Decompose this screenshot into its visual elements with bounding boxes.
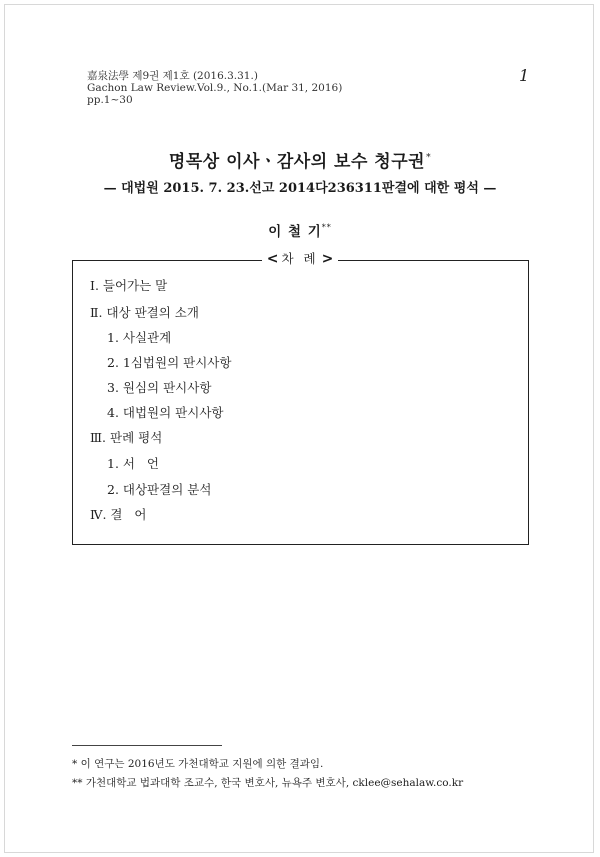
journal-name-english: Gachon Law Review.Vol.9., No.1.(Mar 31, 2016)	[87, 82, 343, 94]
page-number: 1	[519, 66, 530, 85]
article-title	[0, 147, 600, 172]
footnote: ** 가천대학교 법과대학 조교수, 한국 변호사, 뉴욕주 변호사, cklee@sehalaw.co.kr	[72, 777, 464, 789]
toc-item: Ⅱ. 대상 판결의 소개	[90, 305, 199, 320]
author	[0, 220, 600, 240]
author-name: 이 철 기	[268, 224, 322, 240]
page-range: pp.1~30	[87, 94, 133, 106]
footnote-separator	[72, 745, 222, 746]
journal-name-korean: 嘉泉法學 제9권 제1호 (2016.3.31.)	[87, 70, 258, 82]
toc-item: 2. 1심법원의 판시사항	[107, 355, 232, 370]
toc-heading-label: 차 례	[281, 251, 319, 266]
toc-left-bracket: <	[266, 251, 279, 267]
toc-item: 3. 원심의 판시사항	[107, 380, 212, 395]
toc-item: 2. 대상판결의 분석	[107, 482, 212, 497]
journal-citation	[87, 70, 342, 106]
toc-item: Ⅰ. 들어가는 말	[90, 278, 168, 293]
article-subtitle: — 대법원 2015. 7. 23.선고 2014다236311판결에 대한 평석 —	[103, 181, 497, 196]
toc-right-bracket: >	[321, 251, 334, 267]
toc-item: Ⅳ. 결 어	[90, 507, 147, 522]
toc-item: Ⅲ. 판례 평석	[90, 430, 163, 445]
toc-heading	[262, 250, 338, 268]
toc-item: 4. 대법원의 판시사항	[107, 405, 224, 420]
title-footnote-mark: *	[426, 153, 432, 163]
toc-item: 1. 사실관계	[107, 330, 172, 345]
article-title-text: 명목상 이사ㆍ감사의 보수 청구권	[168, 152, 426, 172]
footnote: * 이 연구는 2016년도 가천대학교 지원에 의한 결과임.	[72, 758, 324, 770]
toc-item: 1. 서 언	[107, 456, 159, 471]
author-footnote-mark: **	[321, 223, 332, 232]
